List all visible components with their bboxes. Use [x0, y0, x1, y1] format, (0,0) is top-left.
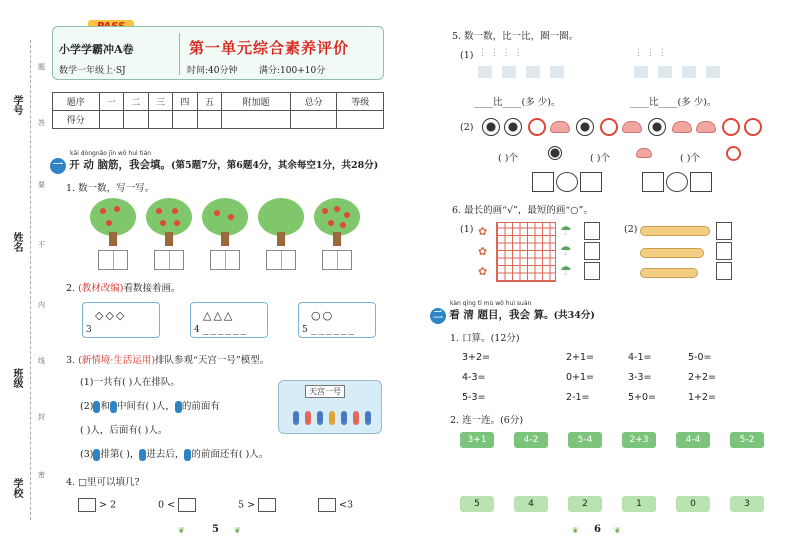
q4-item-text: 0 <	[158, 499, 176, 511]
class-label: 班级	[11, 368, 22, 388]
score-header-cell: 等级	[337, 93, 384, 111]
section1-title: 开 动 脑筋，我会填。	[69, 159, 171, 171]
soccer-ball-icon	[576, 118, 594, 136]
margin-char: 要	[38, 181, 45, 189]
page-number-left: 5	[212, 524, 219, 535]
score-header-cell: 二	[124, 93, 149, 111]
card-shapes: △△△ ______	[203, 309, 248, 335]
q3-remaining: 的前面还有( )人。	[191, 449, 269, 460]
soccer-ball-icon	[482, 118, 500, 136]
sprout-icon: ❦	[178, 526, 185, 535]
clock-icon	[600, 118, 618, 136]
q1b-text: 1. 口算。(12分)	[450, 333, 520, 344]
q3-between: 中间有( )人，	[116, 401, 175, 412]
q3-line2	[80, 398, 220, 413]
score-header-cell: 一	[99, 93, 124, 111]
q2b-text: 2. 连一连。(6分)	[450, 415, 524, 426]
answer-box[interactable]	[584, 262, 600, 280]
ge-word: 个	[690, 153, 700, 164]
calc-item[interactable]: 2-1=	[566, 392, 590, 403]
ge-word: 个	[600, 153, 610, 164]
answer-square[interactable]	[580, 172, 602, 192]
q2-rest: 看数接着画。	[123, 283, 181, 294]
hat-icon	[636, 148, 652, 158]
score-header-cell: 附加题	[222, 93, 291, 111]
section-badge: 一	[50, 158, 66, 174]
q3-tag: (新情境·生活运用)	[78, 355, 156, 366]
score-cell[interactable]	[173, 111, 198, 129]
q2-tag: (教材改编)	[78, 283, 124, 294]
calc-item[interactable]: 1+2=	[688, 392, 717, 403]
section-badge: 二	[430, 308, 446, 324]
calc-item[interactable]: 0+1=	[566, 372, 595, 383]
calc-item[interactable]: 2+2=	[688, 372, 717, 383]
answer-tile[interactable]: 5	[460, 496, 494, 512]
draw-card[interactable]	[190, 302, 268, 338]
q6-text: 6. 最长的画“√”，最短的画“○”。	[452, 205, 593, 216]
sprout-icon: ❦	[614, 526, 621, 535]
draw-card[interactable]	[298, 302, 376, 338]
hat-icon	[696, 121, 716, 133]
q2-text	[66, 280, 181, 294]
answer-tile[interactable]: 4	[514, 496, 548, 512]
q5-part2-label: (2)	[460, 122, 474, 133]
study-no-label: 学号	[11, 95, 22, 115]
answer-box[interactable]	[716, 242, 732, 260]
q3-rank: 排第( )，	[100, 449, 140, 460]
margin-char: 内	[38, 301, 45, 309]
score-cell[interactable]	[337, 111, 384, 129]
expression-tile[interactable]: 4-4	[676, 432, 710, 448]
q4-item	[158, 498, 196, 512]
answer-box[interactable]	[210, 250, 240, 270]
margin-char: 线	[38, 357, 45, 365]
ge-word: 个	[508, 153, 518, 164]
score-header-cell: 四	[173, 93, 198, 111]
q3-line4	[80, 446, 268, 461]
expression-tile[interactable]: 3+1	[460, 432, 494, 448]
calc-item[interactable]: 5-3=	[462, 392, 486, 403]
hat-icon	[550, 121, 570, 133]
q4-item	[238, 498, 276, 512]
object-row	[478, 66, 574, 78]
bar-image	[640, 248, 704, 258]
more-less[interactable]: (多 少)。	[521, 97, 561, 108]
section2-heading	[430, 307, 595, 324]
section1-pinyin: kāi dòngnǎo jīn wǒ huì tián	[70, 150, 152, 157]
margin-char: 密	[38, 471, 45, 479]
seal-line	[30, 40, 31, 520]
bar-image	[640, 226, 710, 236]
umbrella-icons: ☂ ☂ ☂	[560, 224, 572, 279]
compare-word: 比	[649, 97, 659, 108]
section1-heading	[50, 157, 378, 174]
answer-box[interactable]	[322, 250, 352, 270]
calc-item[interactable]: 4-1=	[628, 352, 652, 363]
answer-box[interactable]	[98, 250, 128, 270]
clock-icon	[722, 118, 740, 136]
q3-line1: (1)一共有( )人在排队。	[80, 377, 180, 388]
q6-part1-label: (1)	[460, 224, 474, 235]
score-header-cell: 五	[197, 93, 222, 111]
fill-box[interactable]	[258, 498, 276, 512]
score-cell[interactable]	[197, 111, 222, 129]
margin-char: 不	[38, 241, 45, 249]
full-score-label: 满分:100+10分	[259, 66, 326, 76]
fish-icons: ✿ ✿ ✿	[478, 225, 488, 278]
section1-note: (第5题7分，第6题4分，其余每空1分，共28分)	[171, 160, 379, 171]
child-icon	[175, 401, 182, 413]
q2-number: 2.	[66, 283, 79, 294]
section2-note: 。(共34分)	[544, 310, 595, 321]
hat-icon	[622, 121, 642, 133]
grid-image	[496, 222, 556, 282]
expression-tile[interactable]: 5-4	[568, 432, 602, 448]
time-label: 时间:40分钟	[187, 66, 238, 76]
answer-box[interactable]	[266, 250, 296, 270]
q3-rest: 排队参观“天宫一号”模型。	[155, 355, 270, 366]
calc-item[interactable]: 5-0=	[688, 352, 712, 363]
card-number: 5	[302, 325, 308, 335]
score-cell[interactable]	[99, 111, 124, 129]
hat-icon	[672, 121, 692, 133]
draw-card[interactable]	[82, 302, 160, 338]
score-cell[interactable]	[124, 111, 149, 129]
score-header-cell: 总分	[290, 93, 337, 111]
card-shapes: ○○ ______	[311, 309, 356, 335]
score-header-cell: 三	[148, 93, 173, 111]
q3-line3: ( )人，后面有( )人。	[80, 425, 168, 436]
calc-item[interactable]: 4-3=	[462, 372, 486, 383]
expression-tile[interactable]: 4-2	[514, 432, 548, 448]
sprout-icon: ❦	[234, 526, 241, 535]
answer-tile[interactable]: 2	[568, 496, 602, 512]
section2-pinyin: kàn qīng tí mù wǒ huì suàn	[450, 300, 532, 307]
object-row	[634, 66, 730, 78]
q1-text: 1. 数一数，写一写。	[66, 183, 155, 194]
q4-item-text: > 2	[99, 499, 117, 511]
tiangong-sign: 天宫一号	[305, 385, 345, 398]
answer-tile[interactable]: 3	[730, 496, 764, 512]
answer-box[interactable]	[716, 222, 732, 240]
q3-and: 和	[100, 401, 110, 412]
q4-text: 4. □里可以填几?	[66, 477, 140, 488]
q3-text	[66, 352, 269, 366]
child-figure	[329, 411, 335, 425]
q5-text: 5. 数一数，比一比，圈一圈。	[452, 31, 579, 42]
expression-tile[interactable]: 5-2	[730, 432, 764, 448]
clock-icon	[528, 118, 546, 136]
soccer-ball-icon	[648, 118, 666, 136]
grade-label: 数学一年级上·SJ	[59, 66, 126, 76]
answer-square[interactable]	[532, 172, 554, 192]
fill-box[interactable]	[318, 498, 336, 512]
calc-item[interactable]: 3-3=	[628, 372, 652, 383]
answer-tile[interactable]: 1	[622, 496, 656, 512]
sprout-icon: ❦	[572, 526, 579, 535]
queue-illustration	[278, 380, 382, 434]
q4-item-text: <3	[339, 499, 354, 511]
soccer-ball-icon	[504, 118, 522, 136]
card-number: 4	[194, 325, 200, 335]
q6-part2-label: (2)	[624, 224, 638, 235]
card-number: 3	[86, 325, 92, 335]
score-cell[interactable]	[222, 111, 291, 129]
count-marks: ⋮ ⋮ ⋮ ⋮	[478, 48, 523, 58]
page-number-right: 6	[594, 524, 601, 535]
card-shapes: ◇◇◇	[95, 309, 127, 322]
page-title: 第一单元综合素养评价	[189, 39, 350, 57]
q4-item-text: 5 >	[238, 499, 256, 511]
child-figure	[305, 411, 311, 425]
fill-box[interactable]	[78, 498, 96, 512]
q4-item	[78, 498, 116, 512]
answer-square[interactable]	[642, 172, 664, 192]
score-table	[52, 92, 384, 129]
divider	[179, 33, 180, 75]
bar-image	[640, 268, 698, 278]
score-cell[interactable]	[290, 111, 337, 129]
child-figure	[353, 411, 359, 425]
margin-char: 题	[38, 63, 45, 71]
expression-tile[interactable]: 2+3	[622, 432, 656, 448]
q4-item	[318, 498, 353, 512]
child-icon	[110, 401, 117, 413]
more-less[interactable]: (多 少)。	[677, 97, 717, 108]
answer-box[interactable]	[716, 262, 732, 280]
answer-circle[interactable]	[666, 172, 688, 192]
name-label: 姓名	[11, 232, 22, 252]
q5-part1-label: (1)	[460, 50, 474, 61]
calc-item[interactable]: 5+0=	[628, 392, 657, 403]
child-figure	[317, 411, 323, 425]
answer-circle[interactable]	[556, 172, 578, 192]
count-blank: ( )个	[680, 153, 700, 164]
header-box	[52, 26, 384, 80]
answer-square[interactable]	[690, 172, 712, 192]
book-name: 小学学霸冲A卷	[59, 43, 134, 56]
answer-tile[interactable]: 0	[676, 496, 710, 512]
compare-line: ____比____(多 少)。	[474, 97, 561, 108]
q3-front: 的前面有	[181, 401, 220, 412]
margin-char: 答	[38, 119, 45, 127]
soccer-ball-icon	[548, 146, 562, 160]
clock-icon	[744, 118, 762, 136]
answer-box[interactable]	[584, 242, 600, 260]
school-label: 学校	[11, 478, 22, 498]
count-blank: ( )个	[498, 153, 518, 164]
fill-box[interactable]	[178, 498, 196, 512]
q3-number: 3.	[66, 355, 79, 366]
compare-word: 比	[493, 97, 503, 108]
q3-sub3: (3)	[80, 449, 94, 460]
calc-item[interactable]: 3+2=	[462, 352, 491, 363]
count-marks: ⋮ ⋮ ⋮	[634, 48, 667, 58]
answer-box[interactable]	[154, 250, 184, 270]
compare-line: ____比____(多 少)。	[630, 97, 717, 108]
child-figure	[341, 411, 347, 425]
q3-sub2: (2)	[80, 401, 94, 412]
child-figure	[293, 411, 299, 425]
margin-char: 封	[38, 413, 45, 421]
section2-title: 看 清 题目，我会 算	[449, 309, 545, 321]
answer-box[interactable]	[584, 222, 600, 240]
child-figure	[365, 411, 371, 425]
score-row-label: 得分	[53, 111, 100, 129]
clock-icon	[726, 146, 741, 161]
score-header-cell: 题序	[53, 93, 100, 111]
score-cell[interactable]	[148, 111, 173, 129]
count-blank: ( )个	[590, 153, 610, 164]
q3-enter: 进去后，	[146, 449, 185, 460]
calc-item[interactable]: 2+1=	[566, 352, 595, 363]
